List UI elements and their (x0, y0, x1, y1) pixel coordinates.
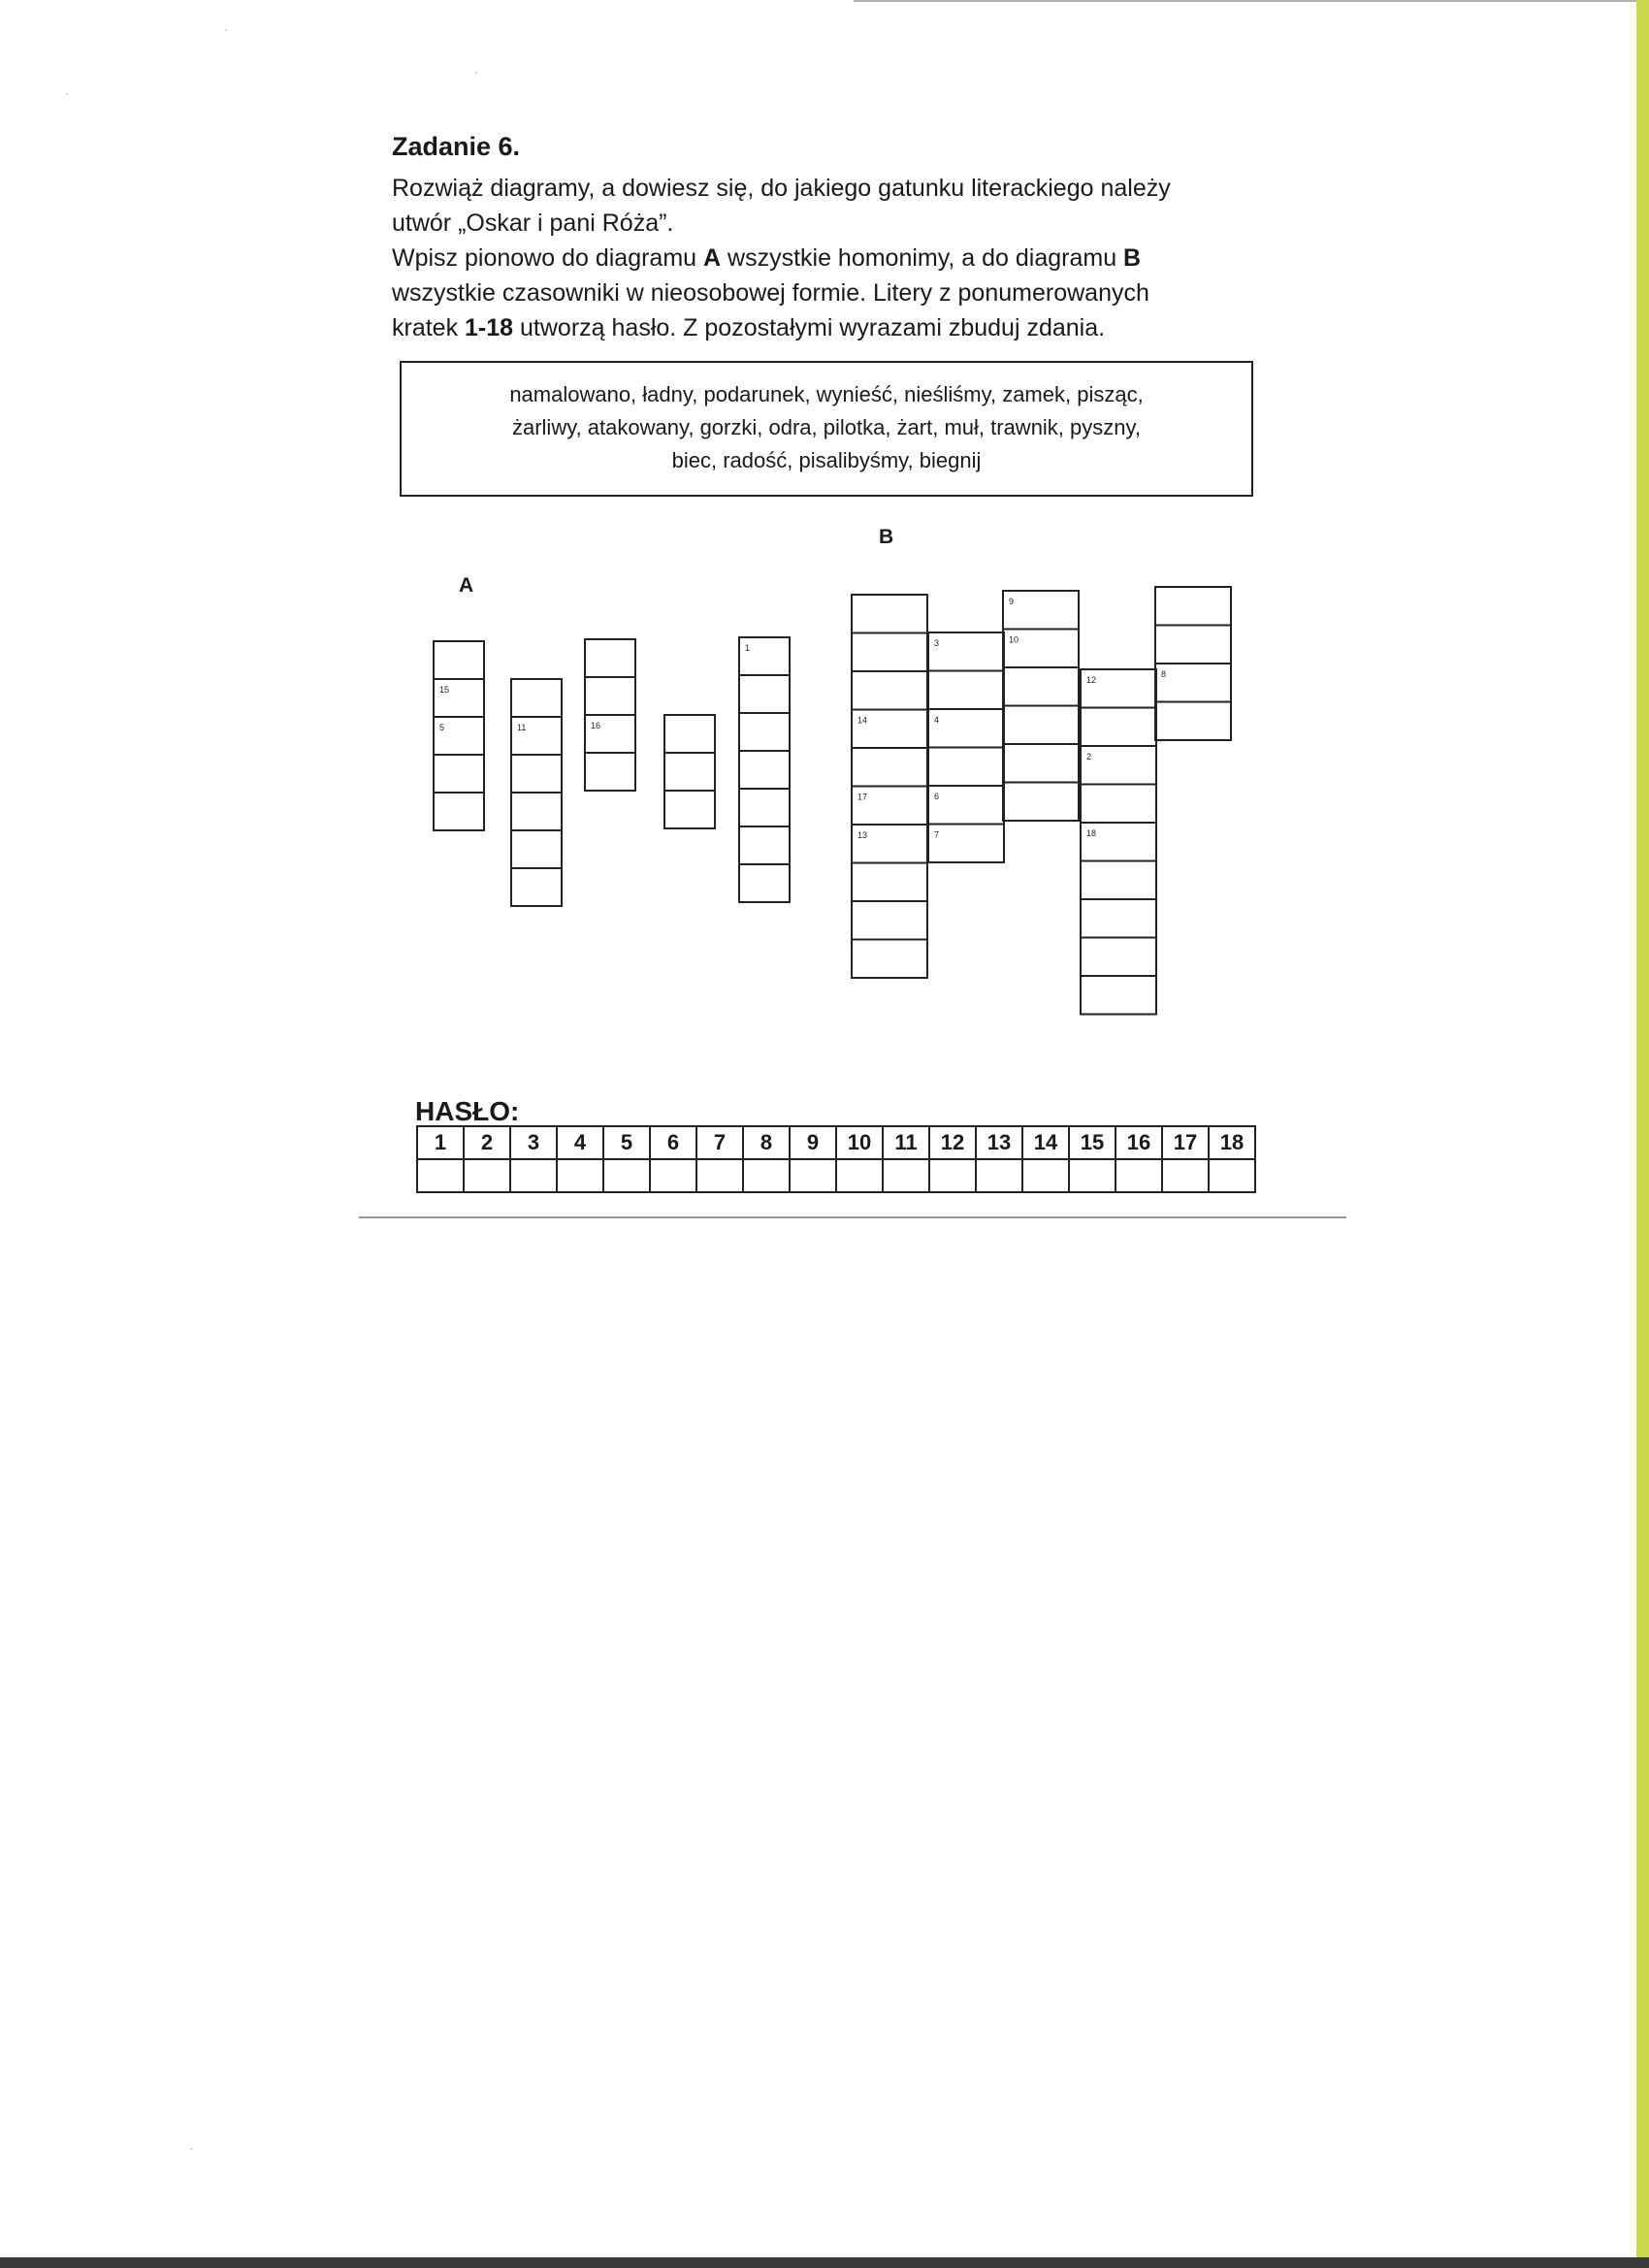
instruction-text: wszystkie homonimy, a do diagramu (721, 244, 1124, 272)
haslo-number-cell: 10 (836, 1126, 883, 1159)
haslo-answer-row (417, 1159, 1255, 1192)
haslo-number-cell: 3 (510, 1126, 557, 1159)
haslo-answer-cell[interactable] (790, 1159, 836, 1192)
haslo-answer-table (416, 1125, 1256, 1193)
cell-number: 11 (517, 723, 527, 732)
scan-bottom-border (0, 2257, 1649, 2268)
haslo-number-cell: 14 (1022, 1126, 1069, 1159)
instruction-text: utworzą hasło. Z pozostałymi wyrazami zbuduj zdania. (513, 314, 1106, 341)
haslo-answer-cell[interactable] (1069, 1159, 1116, 1192)
instruction-line (392, 241, 1265, 275)
scan-right-border (1636, 0, 1649, 2268)
crossword-cell[interactable] (928, 786, 1004, 825)
word-bank-line: żarliwy, atakowany, gorzki, odra, pilotka, żart, muł, trawnik, pyszny, (511, 415, 1141, 439)
haslo-number-cell: 15 (1069, 1126, 1116, 1159)
crossword-cell[interactable] (928, 671, 1004, 710)
cell-number: 17 (857, 792, 868, 802)
haslo-number-row (417, 1126, 1255, 1159)
crossword-cell[interactable] (585, 677, 635, 715)
word-bank-line: namalowano, ładny, podarunek, wynieść, nieśliśmy, zamek, pisząc, (509, 382, 1144, 406)
crossword-cell[interactable] (1003, 706, 1079, 745)
crossword-cell[interactable] (1081, 785, 1156, 824)
crossword-cell[interactable] (1003, 591, 1079, 630)
crossword-cell[interactable] (852, 787, 927, 826)
crossword-cell[interactable] (511, 868, 562, 906)
crossword-cell[interactable] (739, 789, 790, 826)
scan-speck (66, 93, 68, 95)
cell-number: 2 (1086, 752, 1092, 761)
haslo-answer-cell[interactable] (696, 1159, 743, 1192)
scan-speck (475, 72, 477, 74)
crossword-cell[interactable] (1081, 976, 1156, 1015)
haslo-number-cell: 2 (464, 1126, 510, 1159)
haslo-number-cell: 17 (1162, 1126, 1209, 1159)
haslo-number-cell: 18 (1209, 1126, 1255, 1159)
cell-number: 9 (1009, 597, 1015, 606)
crossword-cell[interactable] (511, 755, 562, 793)
crossword-cell[interactable] (1003, 667, 1079, 706)
instruction-line (392, 310, 1265, 345)
range-ref: 1-18 (465, 314, 514, 341)
crossword-cell[interactable] (664, 715, 715, 753)
task-instructions (392, 171, 1265, 345)
crossword-cell[interactable] (739, 675, 790, 713)
diagram-b-ref: B (1123, 244, 1142, 272)
haslo-answer-cell[interactable] (743, 1159, 790, 1192)
crossword-cell[interactable] (1003, 630, 1079, 668)
cell-number: 3 (934, 638, 940, 648)
haslo-answer-cell[interactable] (1162, 1159, 1209, 1192)
haslo-title: HASŁO: (415, 1096, 520, 1126)
haslo-answer-cell[interactable] (510, 1159, 557, 1192)
cell-number: 10 (1009, 634, 1019, 645)
cell-number: 14 (857, 715, 868, 726)
crossword-cell[interactable] (511, 679, 562, 717)
instruction-line: Rozwiąż diagramy, a dowiesz się, do jakiego gatunku literackiego należy (392, 175, 1171, 202)
haslo-number-cell: 8 (743, 1126, 790, 1159)
crossword-cell[interactable] (585, 753, 635, 791)
cell-number: 8 (1161, 669, 1167, 679)
crossword-cell[interactable] (585, 715, 635, 753)
crossword-cell[interactable] (852, 748, 927, 787)
crossword-cell[interactable] (664, 753, 715, 791)
crossword-cell[interactable] (1155, 664, 1231, 702)
cell-number: 1 (745, 643, 751, 653)
cell-number: 7 (934, 829, 940, 840)
cell-number: 5 (439, 723, 445, 732)
haslo-answer-cell[interactable] (1209, 1159, 1255, 1192)
crossword-cell[interactable] (1081, 823, 1156, 861)
crossword-cell[interactable] (852, 671, 927, 710)
instruction-text: kratek (392, 314, 466, 341)
diagram-a-ref: A (703, 244, 722, 272)
crossword-cell[interactable] (739, 713, 790, 751)
page-bottom-edge (359, 1216, 1346, 1218)
crossword-cell[interactable] (928, 632, 1004, 671)
diagram-b-label: B (879, 526, 894, 548)
instruction-text: Wpisz pionowo do diagramu (392, 244, 703, 272)
cell-number: 18 (1086, 828, 1097, 838)
haslo-number-cell: 13 (976, 1126, 1022, 1159)
crossword-cell[interactable] (852, 710, 927, 749)
crossword-cell[interactable] (928, 825, 1004, 863)
crossword-cell[interactable] (585, 639, 635, 677)
crossword-cell[interactable] (511, 793, 562, 830)
haslo-number-cell: 6 (650, 1126, 696, 1159)
cell-number: 12 (1086, 675, 1097, 685)
haslo-answer-cell[interactable] (650, 1159, 696, 1192)
scan-speck (225, 29, 227, 31)
haslo-number-cell: 5 (603, 1126, 650, 1159)
crossword-cell[interactable] (852, 863, 927, 902)
crossword-cell[interactable] (928, 709, 1004, 748)
crossword-cell[interactable] (434, 717, 484, 755)
instruction-line: wszystkie czasowniki w nieosobowej formie. Litery z ponumerowanych (392, 279, 1149, 307)
diagram-a-label: A (459, 574, 474, 597)
crossword-cell[interactable] (434, 755, 484, 793)
crossword-cell[interactable] (1155, 626, 1231, 664)
haslo-answer-cell[interactable] (883, 1159, 929, 1192)
haslo-answer-cell[interactable] (603, 1159, 650, 1192)
crossword-cell[interactable] (1081, 669, 1156, 708)
instruction-line: utwór „Oskar i pani Róża”. (392, 210, 674, 237)
crossword-cell[interactable] (852, 825, 927, 863)
task-title: Zadanie 6. (392, 132, 521, 161)
crossword-cell[interactable] (1003, 744, 1079, 783)
crossword-cell[interactable] (852, 940, 927, 979)
crossword-cell[interactable] (511, 830, 562, 868)
haslo-number-cell: 12 (929, 1126, 976, 1159)
crossword-cell[interactable] (1081, 938, 1156, 977)
crossword-cell[interactable] (1003, 783, 1079, 822)
haslo-answer-cell[interactable] (464, 1159, 510, 1192)
haslo-number-cell: 4 (557, 1126, 603, 1159)
scan-top-edge (854, 0, 1636, 2)
crossword-cell[interactable] (739, 637, 790, 675)
crossword-cell[interactable] (1081, 708, 1156, 747)
cell-number: 16 (591, 721, 601, 730)
haslo-answer-cell[interactable] (417, 1159, 464, 1192)
crossword-cell[interactable] (1155, 587, 1231, 626)
crossword-cell[interactable] (1155, 702, 1231, 741)
cell-number: 13 (857, 830, 868, 840)
crossword-cell[interactable] (434, 641, 484, 679)
crossword-cell[interactable] (739, 751, 790, 789)
haslo-answer-cell[interactable] (1022, 1159, 1069, 1192)
cell-number: 15 (439, 685, 450, 695)
haslo-number-cell: 9 (790, 1126, 836, 1159)
cell-number: 6 (934, 792, 940, 801)
crossword-cell[interactable] (852, 901, 927, 940)
crossword-cell[interactable] (739, 826, 790, 864)
crossword-cell[interactable] (739, 864, 790, 902)
haslo-answer-cell[interactable] (929, 1159, 976, 1192)
word-bank (400, 361, 1253, 497)
crossword-cell[interactable] (1081, 746, 1156, 785)
crossword-cell[interactable] (1081, 861, 1156, 900)
haslo-number-cell: 1 (417, 1126, 464, 1159)
haslo-number-cell: 16 (1116, 1126, 1162, 1159)
scan-speck (190, 2148, 192, 2150)
crossword-cell[interactable] (852, 633, 927, 672)
word-bank-line: biec, radość, pisalibyśmy, biegnij (671, 448, 982, 472)
crossword-cell[interactable] (1081, 899, 1156, 938)
haslo-answer-cell[interactable] (976, 1159, 1022, 1192)
haslo-number-cell: 7 (696, 1126, 743, 1159)
crossword-cell[interactable] (852, 595, 927, 633)
crossword-cell[interactable] (928, 748, 1004, 787)
haslo-answer-cell[interactable] (836, 1159, 883, 1192)
cell-number: 4 (934, 715, 940, 725)
haslo-answer-cell[interactable] (557, 1159, 603, 1192)
haslo-answer-cell[interactable] (1116, 1159, 1162, 1192)
haslo-number-cell: 11 (883, 1126, 929, 1159)
crossword-cell[interactable] (664, 791, 715, 828)
crossword-cell[interactable] (434, 793, 484, 830)
crossword-cell[interactable] (511, 717, 562, 755)
crossword-cell[interactable] (434, 679, 484, 717)
